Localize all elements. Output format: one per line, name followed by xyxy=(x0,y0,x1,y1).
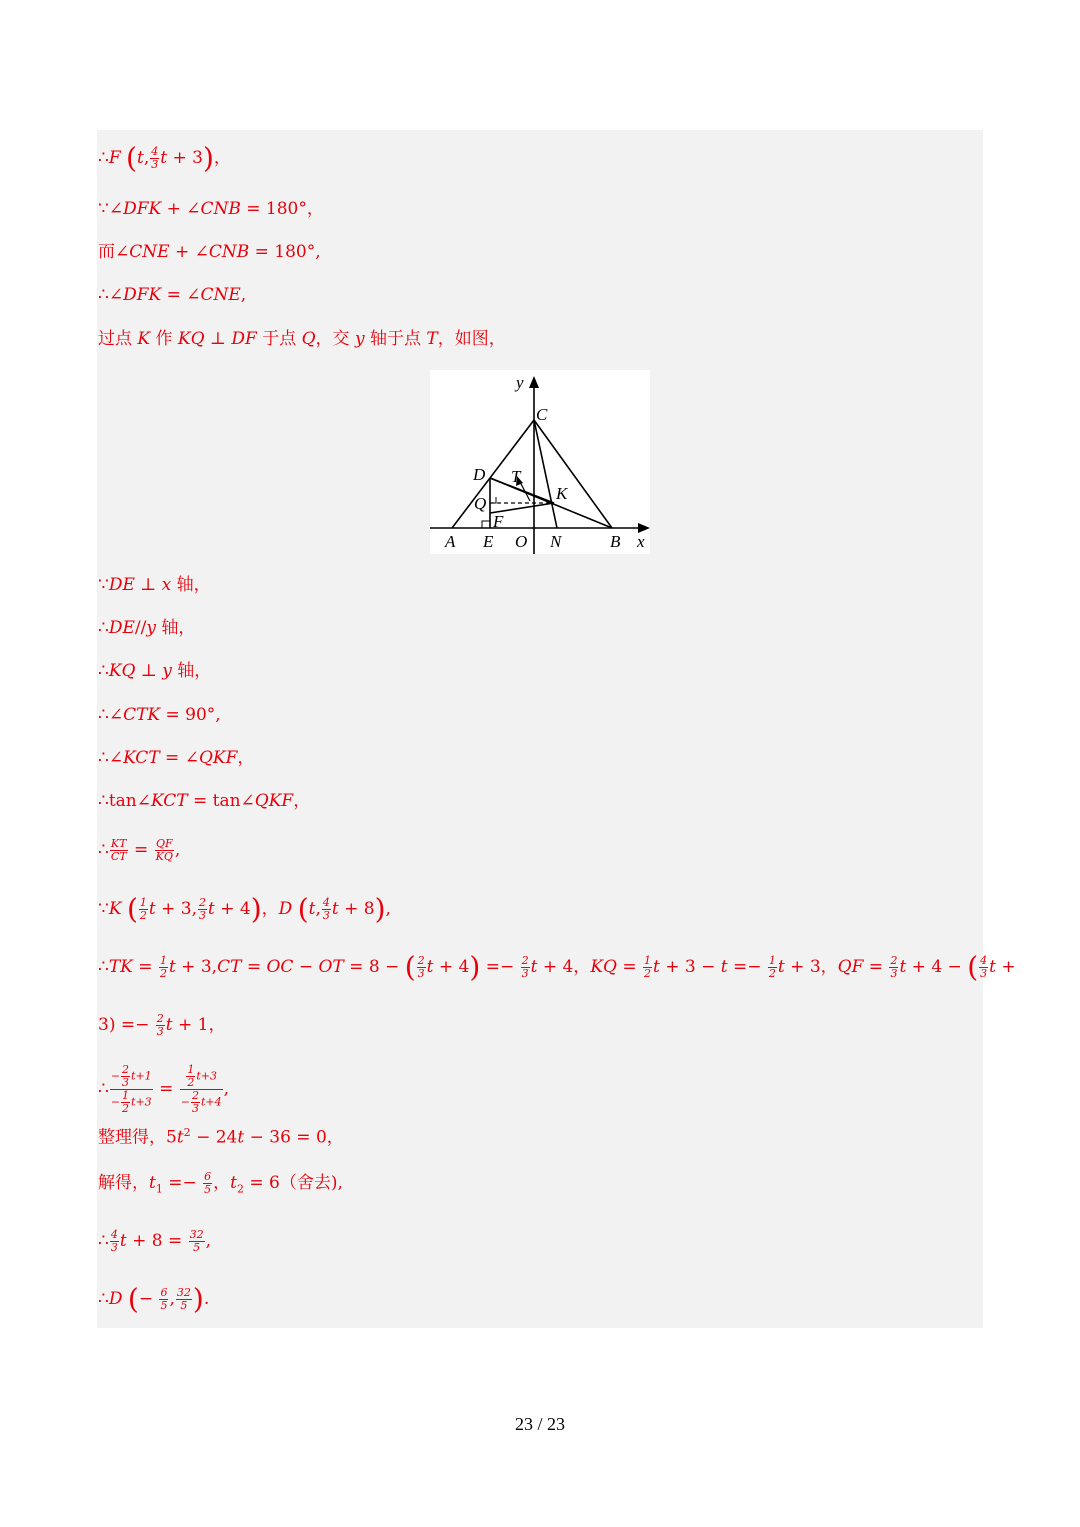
label-b: B xyxy=(610,532,621,551)
solution-line: ∴TK = $\frac{1}{2}$ t + 3,CT = OC − OT = 8 − ( $\frac{2}{3}$ t + 4) =− $\frac{2}{3}$ t + 4，KQ = $\frac{1}{2}$ t + 3 − t =− $\frac{1}{2}$ t + 3，QF = $\frac{2}{3}$ t + 4 − ( $\frac{4}{3}$ t + xyxy=(98,950,1016,984)
segment-dk xyxy=(490,478,554,503)
label-f: F xyxy=(493,512,504,531)
geometry-figure xyxy=(430,370,650,554)
y-axis-arrow xyxy=(529,376,539,388)
solution-line: ∴F (t, $\frac{4}{3}$ t + 3)， xyxy=(98,141,231,175)
solution-line: ∴KQ ⊥ y 轴， xyxy=(98,661,212,681)
solution-line: ∴ $\frac{4}{3}$ t + 8 = $\frac{32}{5}$ , xyxy=(98,1228,211,1254)
solution-line: 解得，$t_1$ =− $\frac{6}{5}$ ，$t_2 = 6$（舍去), xyxy=(98,1170,343,1196)
label-k: K xyxy=(556,484,568,503)
solution-line: ∴ − $\frac{2}{3}$ t+1 − $\frac{1}{2}$ t+3 = $\frac{1}{2}$ t+3 − $\frac{2}{3}$ t+4 , xyxy=(98,1063,230,1115)
solution-block xyxy=(97,130,1016,1328)
label-e: E xyxy=(483,532,494,551)
label-x: x xyxy=(637,532,645,551)
label-o: O xyxy=(515,532,528,551)
solution-line: 过点 K 作 KQ ⊥ DF 于点 Q，交 y 轴于点 T，如图， xyxy=(98,329,506,349)
solution-line: 整理得，$5t^2 - 24t - 36 = 0$， xyxy=(98,1126,344,1148)
solution-line: ∴tan∠KCT = tan∠QKF， xyxy=(98,791,311,811)
solution-line: ∴∠DFK = ∠CNE, xyxy=(98,285,247,305)
solution-line: ∴D (− $\frac{6}{5}$ , $\frac{32}{5}$ ). xyxy=(98,1282,210,1316)
label-t: T xyxy=(511,467,521,486)
solution-line: ∵K ( $\frac{1}{2}$ t + 3, $\frac{2}{3}$ t + 4)，D (t, $\frac{4}{3}$ t + 8), xyxy=(98,892,391,926)
solution-line: ∴∠CTK = 90°, xyxy=(98,705,221,725)
solution-line: ∴DE//y 轴， xyxy=(98,618,196,638)
solution-line: ∴∠KCT = ∠QKF， xyxy=(98,748,255,768)
label-y: y xyxy=(516,373,524,392)
label-a: A xyxy=(445,532,456,551)
label-q: Q xyxy=(474,494,487,513)
label-d: D xyxy=(473,465,486,484)
label-c: C xyxy=(536,405,548,424)
solution-line: 3) =− $\frac{2}{3}$ t + 1， xyxy=(98,1012,226,1038)
solution-line: ∵∠DFK + ∠CNB = 180°， xyxy=(98,199,324,219)
coordinate-diagram xyxy=(430,370,650,554)
solution-line: ∵DE ⊥ x 轴， xyxy=(98,575,211,595)
solution-line: ∴ $\frac{KT}{CT}$ = $\frac{QF}{KQ}$ , xyxy=(98,837,181,863)
label-n: N xyxy=(550,532,562,551)
solution-line: 而∠CNE + ∠CNB = 180°, xyxy=(98,242,321,262)
page-number: 23 / 23 xyxy=(514,1414,565,1434)
